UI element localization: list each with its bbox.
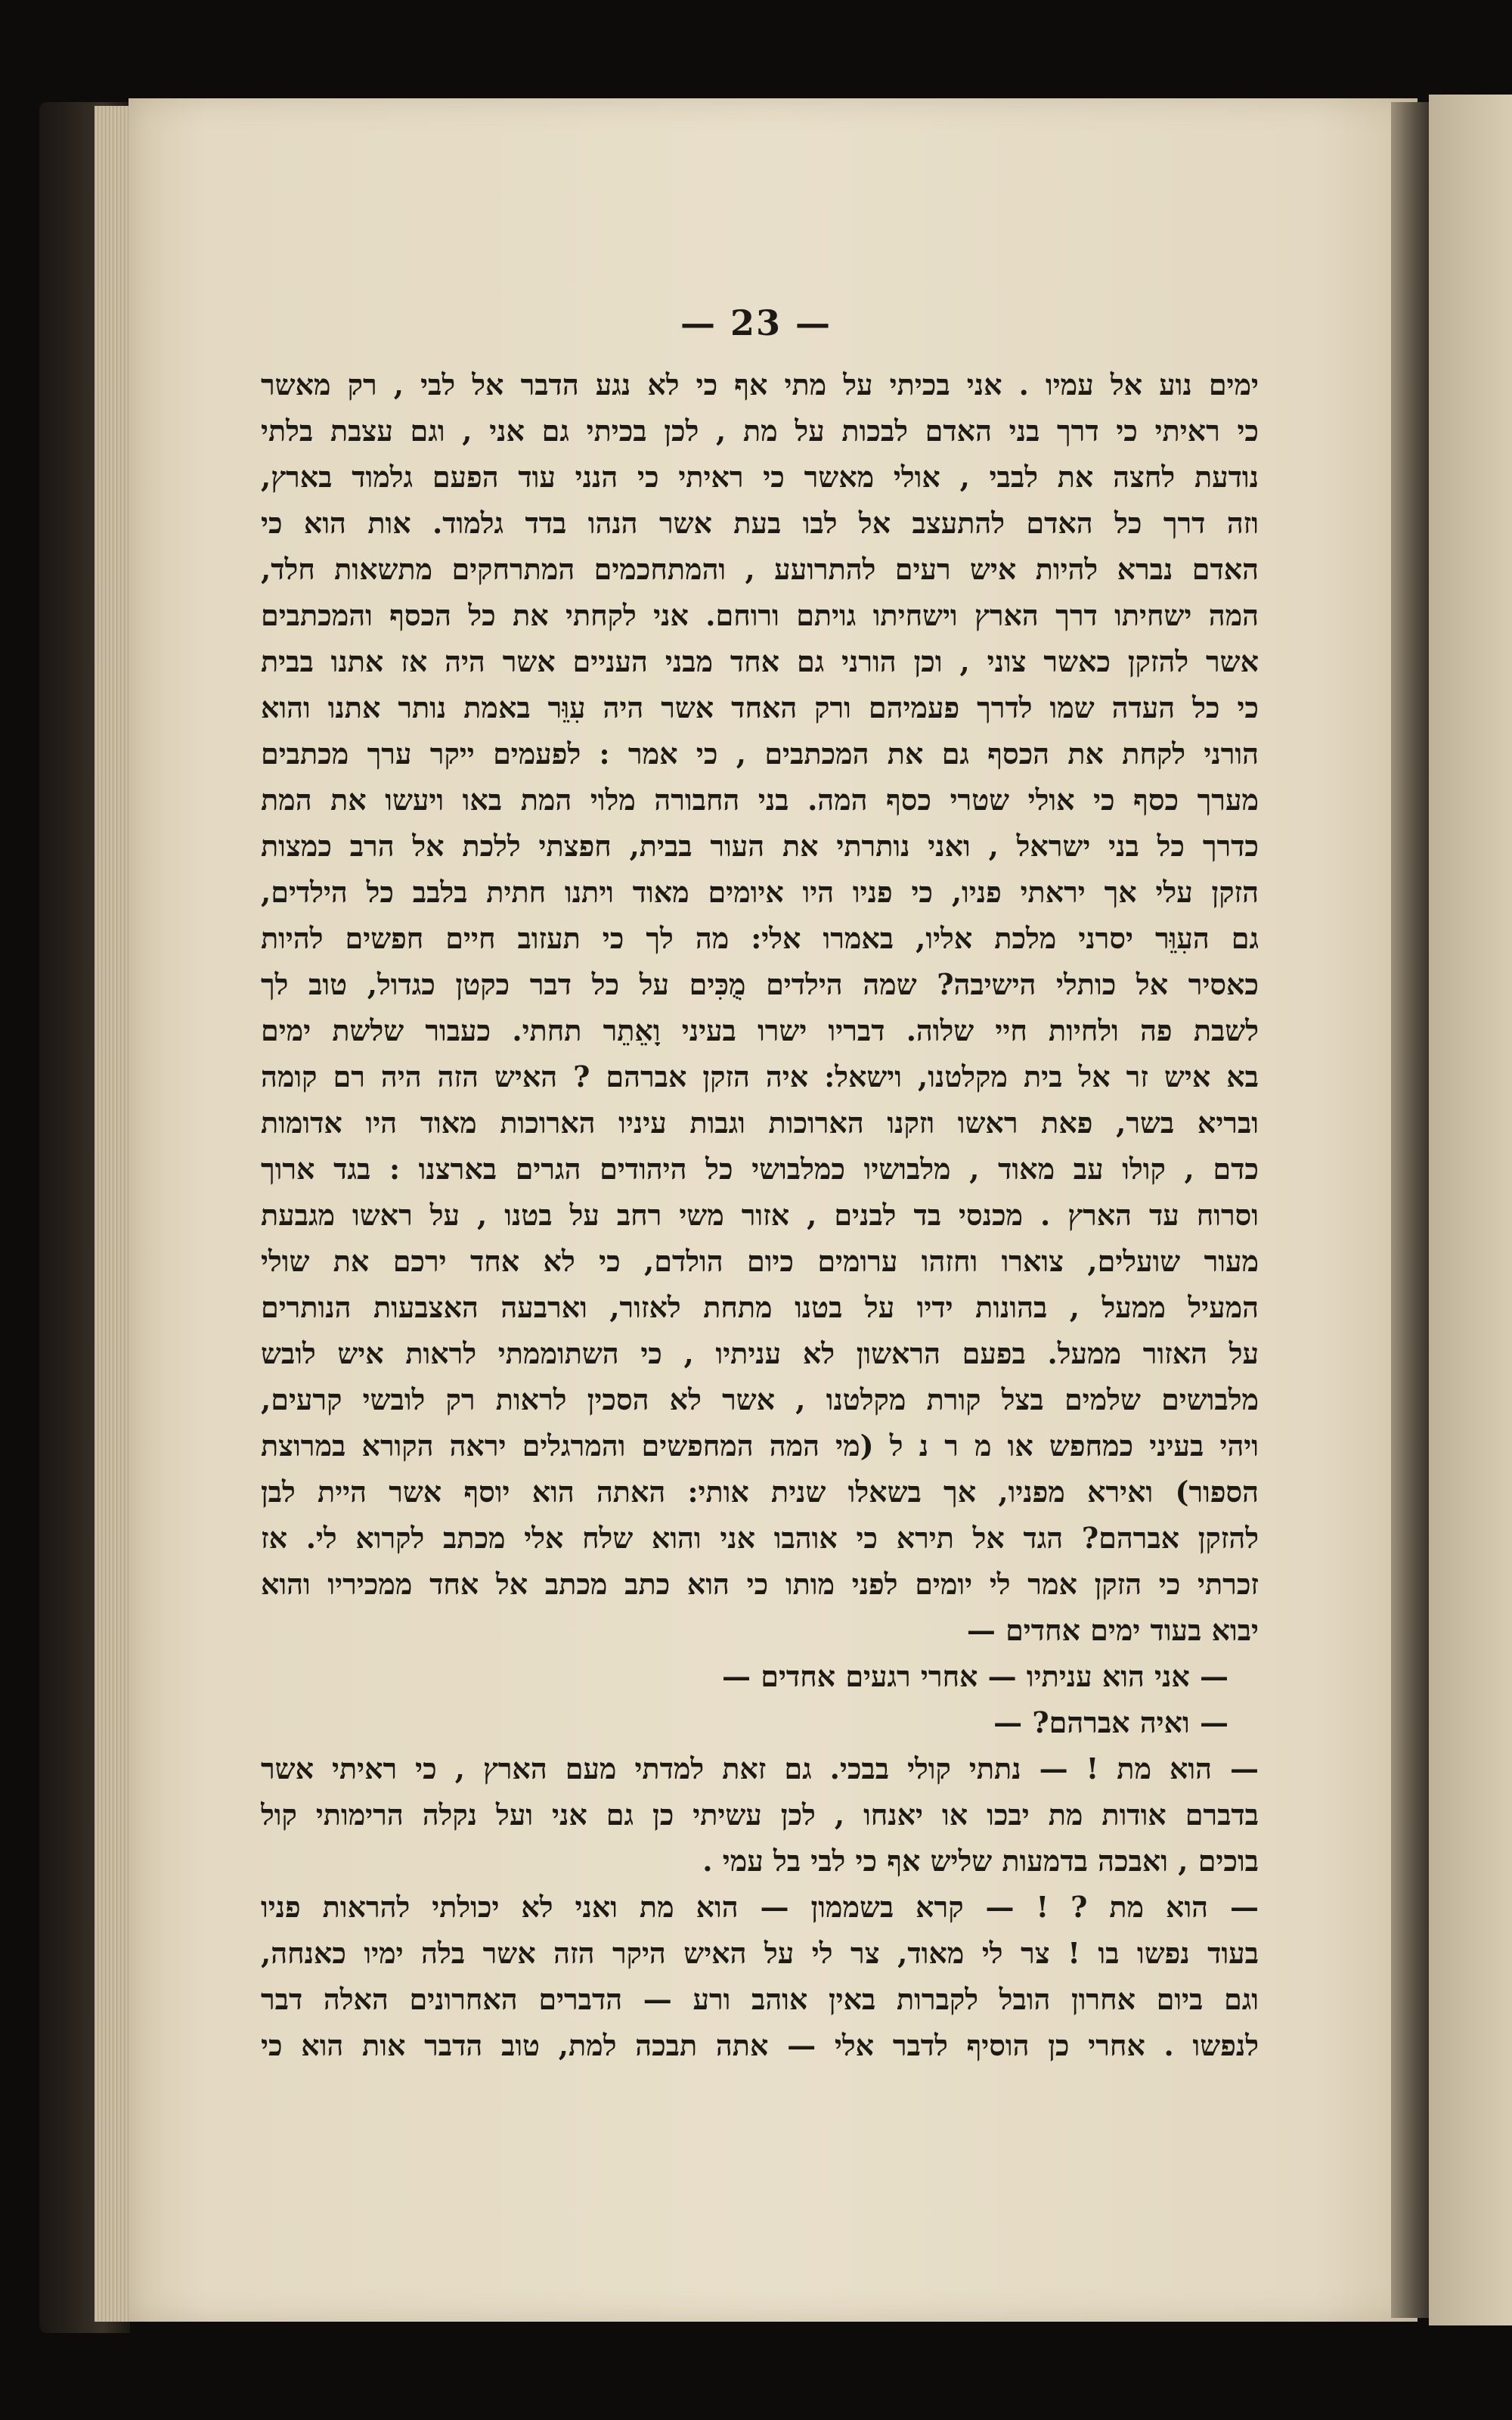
- text-line: כדרך כל בני ישראל , ואני נותרתי את העור בבית, חפצתי ללכת אל הרב כמצות: [261, 829, 1259, 863]
- text-line: ובריא בשר, פאת ראשו וזקנו הארוכות וגבות עיניו הארוכות מאוד היו אדומות: [261, 1106, 1259, 1140]
- text-line: הספור) ואירא מפניו, אך בשאלו שנית אותי: האתה הוא יוסף אשר היית לבן: [261, 1475, 1259, 1509]
- text-line: מעור שועלים, צוארו וחזהו ערומים כיום הולדם, כי לא אחד ירכם את שולי: [261, 1244, 1259, 1278]
- text-line: ויהי בעיני כמחפש או מ ר נ ל (מי המה המחפשים והמרגלים יראה הקורא במרוצת: [261, 1429, 1259, 1463]
- text-line: וזה דרך כל האדם להתעצב אל לבו בעת אשר הנהו בדד גלמוד. אות הוא כי: [261, 506, 1259, 540]
- text-line: מערך כסף כי אולי שטרי כסף המה. בני החבורה מלוי המת באו ויעשו את המת: [261, 783, 1259, 817]
- text-line: הורני לקחת את הכסף גם את המכתבים , כי אמר : לפעמים ייקר ערך מכתבים: [261, 737, 1259, 771]
- text-line: יבוא בעוד ימים אחדים —: [966, 1613, 1259, 1647]
- text-line: גם העִוֵּר יסרני מלכת אליו, באמרו אלי: מה לך כי תעזוב חיים חפשים להיות: [261, 921, 1259, 955]
- text-line: אשר להזקן כאשר צוני , וכן הורני גם אחד מבני העניים אשר היה אז אתנו בבית: [261, 644, 1259, 678]
- text-line: המעיל ממעל , בהונות ידיו על בטנו מתחת לאזור, וארבעה האצבעות הנותרים: [261, 1290, 1259, 1324]
- text-line: כדם , קולו עב מאוד , מלבושיו כמלבושי כל היהודים הגרים בארצנו : בגד ארוך: [261, 1152, 1259, 1186]
- text-line: כי ראיתי כי דרך בני האדם לבכות על מת , לכן בכיתי גם אני , וגם עצבת בלתי: [261, 414, 1259, 448]
- page-number: — 23 —: [680, 302, 832, 343]
- text-line: זכרתי כי הזקן אמר לי יומים לפני מותו כי הוא כתב מכתב אל אחד ממכיריו והוא: [261, 1567, 1259, 1601]
- text-line: על האזור ממעל. בפעם הראשון לא עניתיו , כי השתוממתי לראות איש לובש: [261, 1336, 1259, 1370]
- text-line: בעוד נפשו בו ! צר לי מאוד, צר לי על האיש היקר הזה אשר בלה ימיו כאנחה,: [261, 1936, 1259, 1970]
- text-line: המה ישחיתו דרך הארץ וישחיתו גויתם ורוחם. אני לקחתי את כל הכסף והמכתבים: [261, 598, 1259, 632]
- text-line: ימים נוע אל עמיו . אני בכיתי על מתי אף כי לא נגע הדבר אל לבי , רק מאשר: [261, 368, 1259, 402]
- dialog-line: — ואיה אברהם? —: [993, 1705, 1228, 1739]
- text-line: בוכים , ואבכה בדמעות שליש אף כי לבי בל עמי .: [702, 1844, 1259, 1878]
- text-line: לשבת פה ולחיות חיי שלוה. דבריו ישרו בעיני וָאֵתֵר תחתי. כעבור שלשת ימים: [261, 1013, 1259, 1047]
- text-line: האדם נברא להיות איש רעים להתרועע , והמתחכמים המתרחקים מתשאות חלד,: [261, 552, 1259, 586]
- text-line: כי כל העדה שמו לדרך פעמיהם ורק האחד אשר היה עִוֵּר באמת נותר אתנו והוא: [261, 690, 1259, 724]
- text-line: וגם ביום אחרון הובל לקברות באין אוהב ורע — הדברים האחרונים האלה דבר: [261, 1982, 1259, 2016]
- text-line: לנפשו . אחרי כן הוסיף לדבר אלי — אתה תבכה למת, טוב הדבר אות הוא כי: [261, 2028, 1259, 2062]
- text-line: נודעת לחצה את לבבי , אולי מאשר כי ראיתי כי הנני עוד הפעם גלמוד בארץ,: [261, 460, 1259, 494]
- text-line: — הוא מת ? ! — קרא בשממון — הוא מת ואני לא יכולתי להראות פניו: [261, 1890, 1259, 1924]
- text-line: בדברם אודות מת יבכו או יאנחו , לכן עשיתי כן גם אני ועל נקלה הרימותי קול: [261, 1798, 1259, 1832]
- text-line: הזקן עלי אך יראתי פניו, כי פניו היו איומים מאוד ויתנו חתית בלבב כל הילדים,: [261, 875, 1259, 909]
- text-line: — הוא מת ! — נתתי קולי בבכי. גם זאת למדתי מעם הארץ , כי ראיתי אשר: [261, 1751, 1259, 1786]
- body-text: [261, 361, 1259, 2068]
- facing-page-edge: [1429, 95, 1512, 2325]
- text-line: להזקן אברהם? הגד אל תירא כי אוהבו אני והוא שלח אלי מכתב לקרוא לי. אז: [261, 1521, 1259, 1555]
- dialog-line: — אני הוא עניתיו — אחרי רגעים אחדים —: [722, 1659, 1228, 1693]
- text-line: וסרוח עד הארץ . מכנסי בד לבנים , אזור משי רחב על בטנו , על ראשו מגבעת: [261, 1198, 1259, 1232]
- text-line: כאסיר אל כותלי הישיבה? שמה הילדים מֻכִּים על כל דבר כקטן כגדול, טוב לך: [261, 967, 1259, 1001]
- text-line: מלבושים שלמים בצל קורת מקלטנו , אשר לא הסכין לראות רק לובשי קרעים,: [261, 1382, 1259, 1416]
- text-line: בא איש זר אל בית מקלטנו, וישאל: איה הזקן אברהם ? האיש הזה היה רם קומה: [261, 1060, 1259, 1094]
